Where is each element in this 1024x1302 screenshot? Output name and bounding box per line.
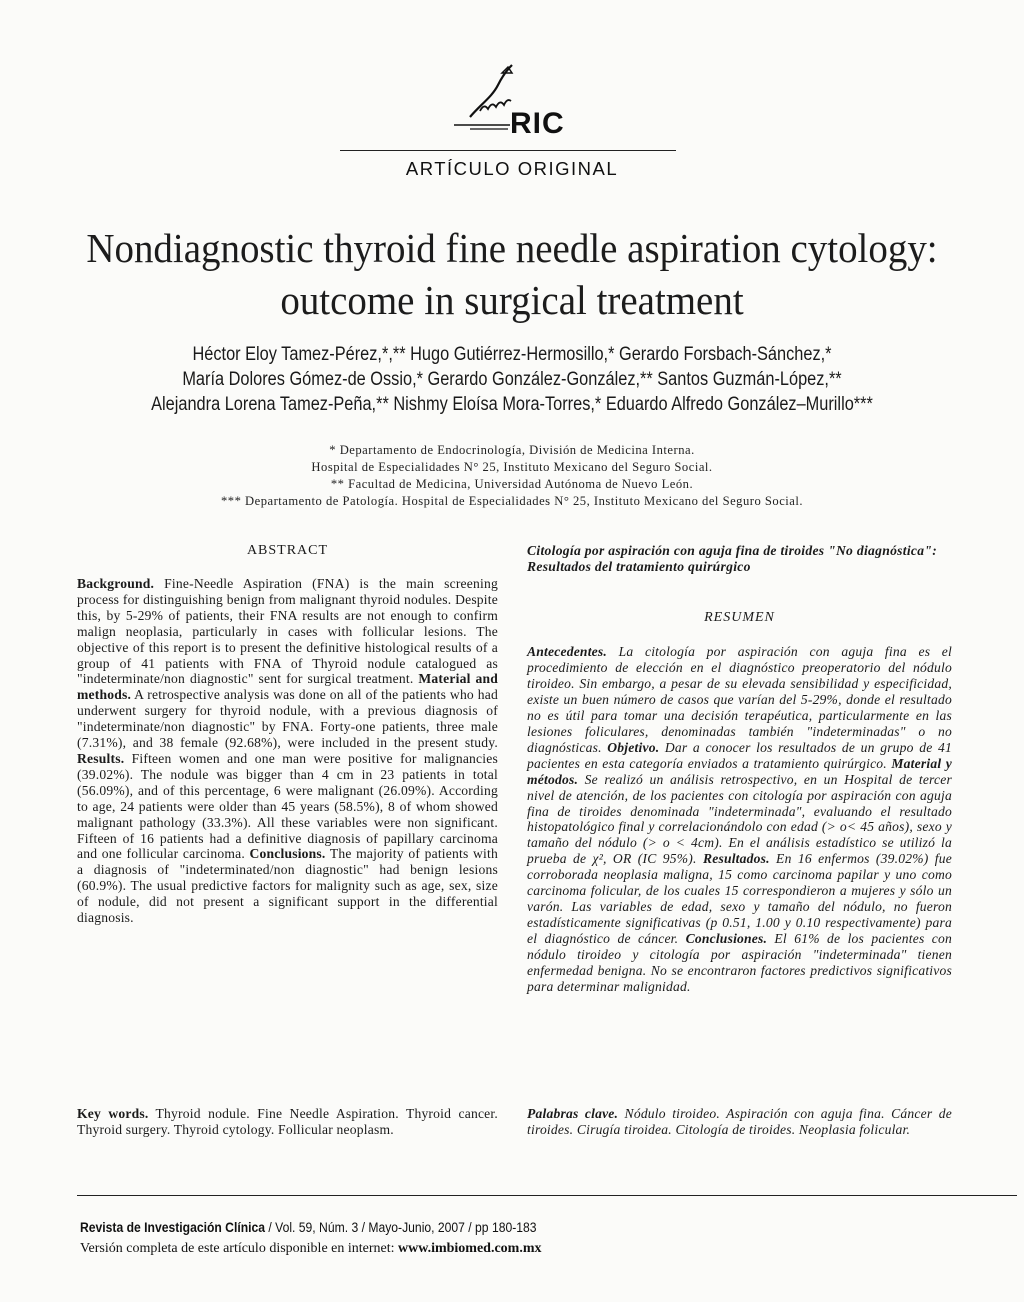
palabras-clave-label: Palabras clave. [527, 1106, 619, 1121]
objetivo-label: Objetivo. [607, 739, 660, 755]
background-text: Fine-Needle Aspiration (FNA) is the main screening process for distinguishing benign from malignant thyroid nodules. Despite this, by 5-29% of patients, their FNA results are not enough to confirm malign neoplasia, particularly in cases with follicular lesions. The objective of this report is to present the definitive histological results of a group of 41 patients with FNA of Thyroid nodule catalogued as "indeterminate/non diagnostic" sent for surgical treatment. [77, 576, 498, 687]
availability-text: Versión completa de este artículo disponible en internet: [80, 1241, 399, 1256]
section-label: ARTÍCULO ORIGINAL [405, 158, 619, 179]
results-label: Results. [77, 750, 125, 766]
authors-line-3: Alejandra Lorena Tamez-Peña,** Nishmy Eloísa Mora-Torres,* Eduardo Alfredo González–Murillo*** [151, 394, 873, 415]
abstract-heading: ABSTRACT [246, 543, 329, 558]
resultados-label: Resultados. [702, 851, 770, 867]
methods-label: Material and methods. [77, 671, 498, 703]
affiliation-line-4: *** Departamento de Patología. Hospital de Especialidades N° 25, Instituto Mexicano del Seguro Social. [220, 494, 804, 508]
resumen-heading: RESUMEN [704, 610, 775, 625]
keywords-text: Thyroid nodule. Fine Needle Aspiration. Thyroid cancer. Thyroid surgery. Thyroid cytology. Follicular neoplasm. [77, 1106, 498, 1137]
authors-line-1: Héctor Eloy Tamez-Pérez,*,** Hugo Gutiérrez-Hermosillo,* Gerardo Forsbach-Sánchez,* [192, 344, 832, 365]
authors-line-2: María Dolores Gómez-de Ossio,* Gerardo González-González,** Santos Guzmán-López,** [182, 369, 842, 390]
metodos-label: Material y métodos. [527, 755, 952, 787]
affiliation-line-3: ** Facultad de Medicina, Universidad Autónoma de Nuevo León. [330, 477, 694, 491]
keywords-label: Key words. [77, 1106, 149, 1121]
affiliation-line-1: * Departamento de Endocrinología, División de Medicina Interna. [329, 443, 695, 457]
author-list [106, 342, 918, 417]
spanish-title: Citología por aspiración con aguja fina de tiroides "No diagnóstica": Resultados del tratamiento quirúrgico [527, 543, 938, 574]
affiliations [60, 442, 964, 510]
conclusions-text: The majority of patients with a diagnosis of "indeterminated/non diagnostic" had benign lesions (60.9%). The usual predictive factors for malignity such as age, sex, size of nodule, did not present a significant support in the differential diagnosis. [77, 846, 498, 926]
resumen-body [527, 644, 952, 995]
website-link[interactable]: www.imbiomed.com.mx [398, 1241, 542, 1256]
antecedentes-label: Antecedentes. [527, 644, 607, 659]
journal-name: Revista de Investigación Clínica [80, 1220, 266, 1235]
citation-details: / Vol. 59, Núm. 3 / Mayo-Junio, 2007 / pp 180-183 [265, 1220, 537, 1235]
article-title [64, 222, 961, 326]
keywords [77, 1106, 498, 1138]
palabras-clave-text: Nódulo tiroideo. Aspiración con aguja fina. Cáncer de tiroides. Cirugía tiroidea. Citología de tiroides. Neoplasia folicular. [527, 1106, 952, 1137]
palabras-clave [527, 1106, 952, 1138]
antecedentes-text: La citología por aspiración con aguja fina es el procedimiento de elección en el diagnóstico preoperatorio del nódulo tiroideo. Sin embargo, a pesar de su elevada sensibilidad y especificidad, existe un buen número de casos que varían del 5-29%, donde el resultado no es útil para tomar una decisión terapéutica, particularmente en las lesiones foliculares, denominadas también "indeterminadas" o no diagnósticas. [527, 644, 952, 755]
title-line-2: outcome in surgical treatment [280, 277, 744, 323]
journal-logo [440, 55, 590, 145]
methods-text: A retrospective analysis was done on all of the patients who had underwent surgery for thyroid nodule, with a previous diagnosis of "indeterminate/non diagnostic" by FNA. Forty-one patients, three male (7.31%), and 38 female (92.68%), were included in the present study. [77, 687, 498, 751]
conclusiones-label: Conclusiones. [685, 931, 768, 947]
resultados-text: En 16 enfermos (39.02%) fue corroborada neoplasia maligna, 15 como carcinoma papilar y uno como carcinoma folicular, de los cuales 15 correspondieron a mujeres y sólo un varón. Las variables de edad, sexo y tamaño del nódulo, no fueron estadísticamente significativas (p 0.51, 1.00 y 0.10 respectivamente) para el diagnóstico de cáncer. [527, 851, 953, 947]
background-label: Background. [77, 576, 155, 591]
logo-text: RIC [510, 107, 565, 140]
conclusiones-text: El 61% de los pacientes con nódulo tiroideo y citología por aspiración "indeterminada" tienen enfermedad benigna. No se encontraron factores predictivos significativos para determinar malignidad. [527, 931, 952, 995]
affiliation-line-2: Hospital de Especialidades N° 25, Instituto Mexicano del Seguro Social. [311, 460, 713, 474]
metodos-text: Se realizó un análisis retrospectivo, en un Hospital de tercer nivel de atención, de los pacientes con citología por aspiración con aguja fina de tiroides denominada "indeterminada", evaluando el resultado histopatológico final y correlacionándolo con edad (> o< 45 años), sexo y tamaño del nódulo (> o < 4cm). En el análisis estadístico se utilizó la prueba de χ², OR (IC 95%). [527, 771, 952, 867]
title-line-1: Nondiagnostic thyroid fine needle aspiration cytology: [86, 225, 938, 271]
footer-rule [77, 1195, 1017, 1196]
conclusions-label: Conclusions. [249, 846, 326, 862]
objetivo-text: Dar a conocer los resultados de un grupo de 41 pacientes en esta categoría enviados a tratamiento quirúrgico. [527, 739, 952, 771]
abstract-body [77, 576, 498, 926]
results-text: Fifteen women and one man were positive for malignancies (39.02%). The nodule was bigger than 4 cm in 23 patients in total (56.09%), and of this percentage, 6 were malignant (26.09%). According to age, 24 patients were older than 45 years (58.5%), 8 of whom showed malignant pathology (33.3%). All these variables were non significant. Fifteen of 16 patients had a definitive diagnosis of papillary carcinoma and one follicular carcinoma. [77, 750, 498, 862]
header-rule [340, 150, 676, 151]
journal-citation [80, 1220, 537, 1235]
availability-note [80, 1241, 542, 1257]
